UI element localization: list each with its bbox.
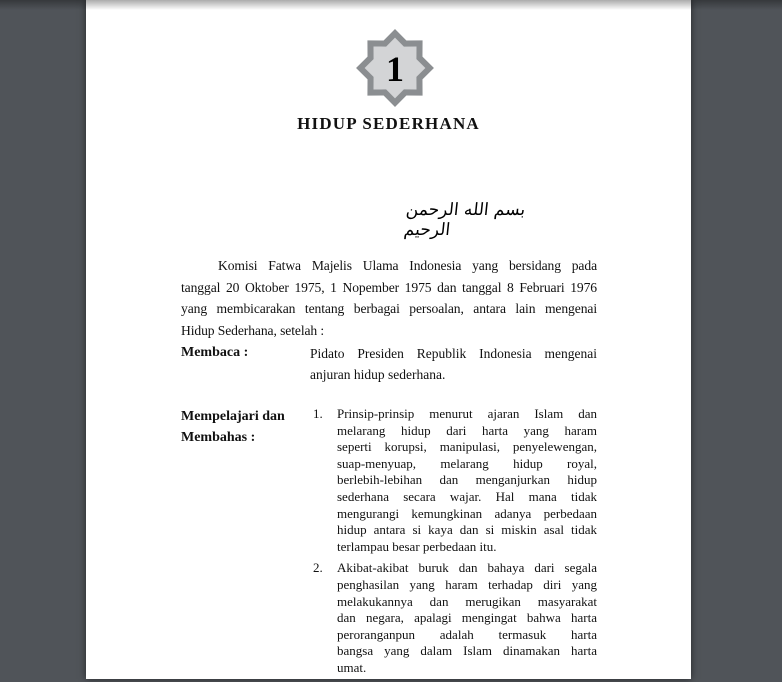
item-1-text: Prinsip-prinsip menurut ajaran Islam dan melarang hidup dari harta yang haram seperti korupsi, manipulasi, penyelewengan, suap-menyuap, melarang hidup royal, berlebih-lebihan dan menganjurkan hidup sederhana secara wajar. Hal mana tidak mengurangi kemungkinan adanya perbedaan hidup antara si kaya dan si miskin asal tidak terlampau besar perbedaan itu. <box>337 406 597 554</box>
item-2-text: Akibat-akibat buruk dan bahaya dari segala penghasilan yang haram terhadap diri yang melakukannya dan merugikan masyarakat dan negara, apalagi mengingat bahwa harta peroranganpun adalah termasuk harta bangsa yang dalam Islam dinamakan harta umat. <box>337 560 597 675</box>
item-1-number: 1. <box>313 406 323 421</box>
numbered-list <box>313 406 597 677</box>
chapter-title: HIDUP SEDERHANA <box>297 114 480 133</box>
membaca-section <box>181 344 597 385</box>
opening-paragraph: Komisi Fatwa Majelis Ulama Indonesia yang bersidang pada tanggal 20 Oktober 1975, 1 Nopember 1975 dan tanggal 8 Februari 1976 yang membicarakan tentang berbagai persoalan, antara lain mengenai Hidup Sederhana, setelah : <box>181 258 597 338</box>
chapter-badge <box>354 27 436 109</box>
item-2-number: 2. <box>313 560 323 576</box>
membaca-label: Membaca : <box>181 345 249 360</box>
list-item-2 <box>313 560 597 676</box>
membaca-text: Pidato Presiden Republik Indonesia mengenai anjuran hidup sederhana. <box>310 346 597 382</box>
document-page <box>86 0 691 679</box>
bismillah-calligraphy: بسم الله الرحمن الرحيم <box>402 200 527 240</box>
chapter-number: 1 <box>386 49 404 89</box>
mempelajari-label: Mempelajari dan Membahas : <box>181 409 285 445</box>
list-item-1 <box>313 406 597 555</box>
mempelajari-section <box>181 406 597 682</box>
